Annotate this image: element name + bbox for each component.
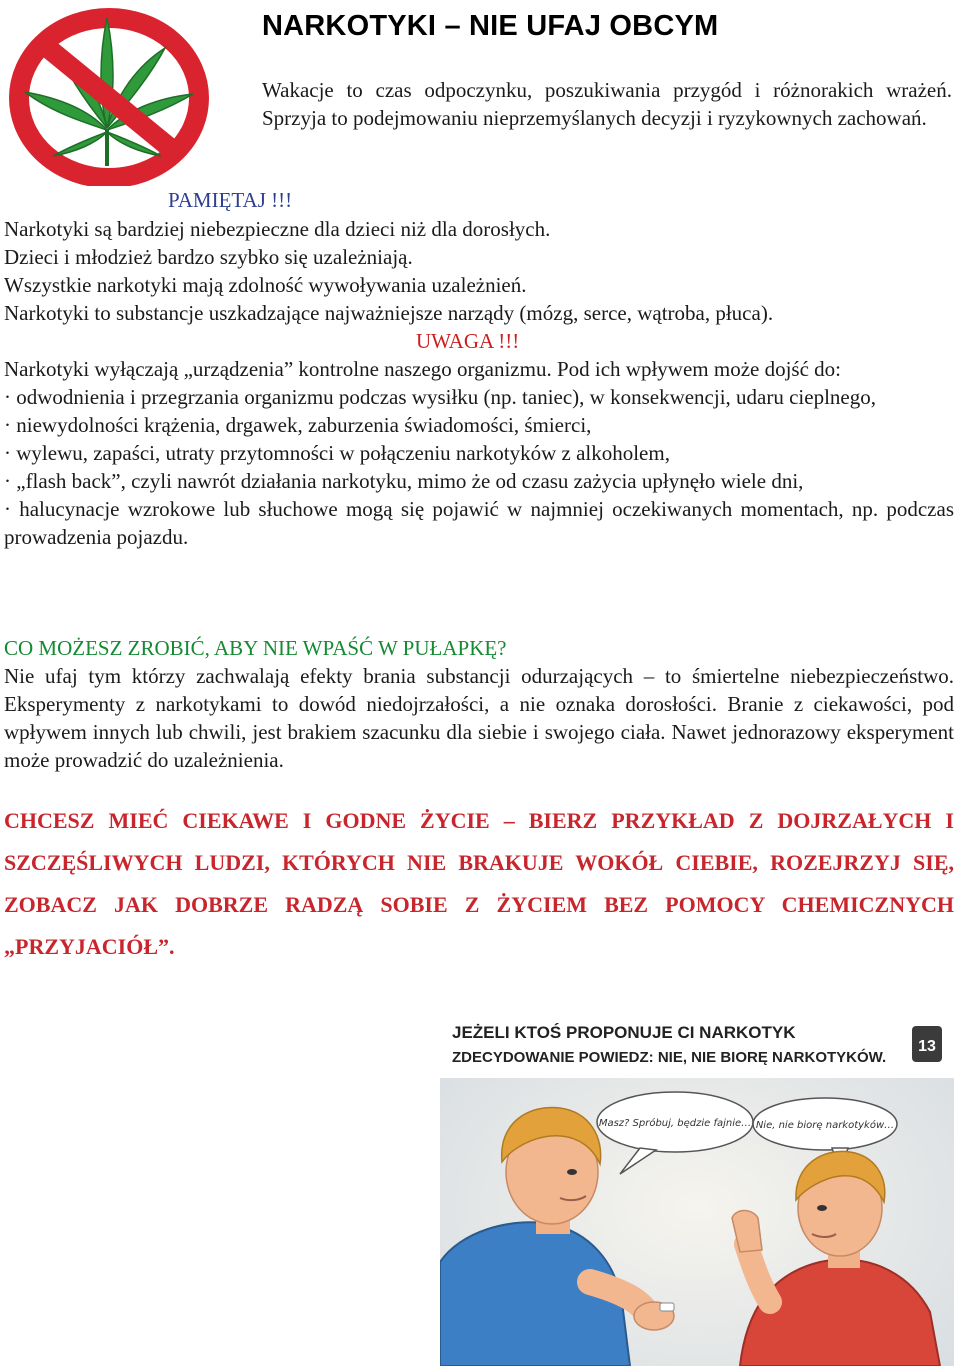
closing-statement: CHCESZ MIEĆ CIEKAWE I GODNE ŻYCIE – BIERZ PRZYKŁAD Z DOJRZAŁYCH I SZCZĘŚLIWYCH LUDZI, KTÓRYCH NIE BRAKUJE WOKÓŁ CIEBIE, ROZEJRZYJ SIĘ, ZOBACZ JAK DOBRZE RADZĄ SOBIE Z ŻYCIEM BEZ POMOCY CHEMICZNYCH „PRZYJACIÓŁ”. [4, 808, 954, 959]
advice-paragraph: Nie ufaj tym którzy zachwalają efekty brania substancji odurzających – to śmiertelne niebezpieczeństwo. Eksperymenty z narkotykami to dowód niedojrzałości, a nie oznaka dorosłości. Branie z ciekawości, pod wpływem innych lub chwili, jest brakiem szacunku dla siebie i swojego ciała. Nawet jednorazowy eksperyment może prowadzić do uzależnienia. [4, 664, 954, 772]
comic-illustration [440, 1012, 954, 1366]
question-heading: CO MOŻESZ ZROBIĆ, ABY NIE WPAŚĆ W PUŁAPKĘ? [4, 636, 507, 660]
fact-item: Narkotyki są bardziej niebezpieczne dla dzieci niż dla dorosłych. [4, 217, 551, 241]
facts-block [4, 215, 954, 551]
speech-bubble-right-text: Nie, nie biorę narkotyków… [755, 1120, 895, 1131]
comic-page-number: 13 [918, 1038, 936, 1055]
comic-headline-2: ZDECYDOWANIE POWIEDZ: NIE, NIE BIORĘ NARKOTYKÓW. [452, 1049, 887, 1066]
fact-item: Wszystkie narkotyki mają zdolność wywoływania uzależnień. [4, 273, 527, 297]
fact-item: Dzieci i młodzież bardzo szybko się uzależniają. [4, 245, 413, 269]
speech-bubble-left-text: Masz? Spróbuj, będzie fajnie… [598, 1118, 752, 1129]
effect-item: · „flash back”, czyli nawrót działania narkotyku, mimo że od czasu zażycia upłynęło wiele dni, [4, 469, 804, 493]
remember-heading: PAMIĘTAJ !!! [168, 188, 293, 212]
effect-item: · wylewu, zapaści, utraty przytomności w połączeniu narkotyków z alkoholem, [4, 441, 670, 465]
warning-heading: UWAGA !!! [416, 329, 520, 353]
fact-item: Narkotyki to substancje uszkadzające najważniejsze narządy (mózg, serce, wątroba, płuca). [4, 301, 774, 325]
page-title: NARKOTYKI – NIE UFAJ OBCYM [262, 10, 719, 42]
effect-item: · niewydolności krążenia, drgawek, zaburzenia świadomości, śmierci, [4, 413, 592, 437]
comic-headline-1: JEŻELI KTOŚ PROPONUJE CI NARKOTYK [452, 1023, 796, 1042]
effect-item: · odwodnienia i przegrzania organizmu podczas wysiłku (np. taniec), w konsekwencji, udaru cieplnego, [4, 385, 876, 409]
advice-block [4, 634, 954, 774]
intro-paragraph: Wakacje to czas odpoczynku, poszukiwania przygód i różnorakich wrażeń. Sprzyja to podejmowaniu nieprzemyślanych decyzji i ryzykownych zachowań. [262, 78, 952, 130]
warning-intro: Narkotyki wyłączają „urządzenia” kontrolne naszego organizmu. Pod ich wpływem może dojść do: [4, 357, 841, 381]
effect-item: · halucynacje wzrokowe lub słuchowe mogą się pojawić w najmniej oczekiwanych momentach, np. podczas prowadzenia pojazdu. [4, 497, 954, 549]
no-cannabis-icon [3, 6, 213, 186]
